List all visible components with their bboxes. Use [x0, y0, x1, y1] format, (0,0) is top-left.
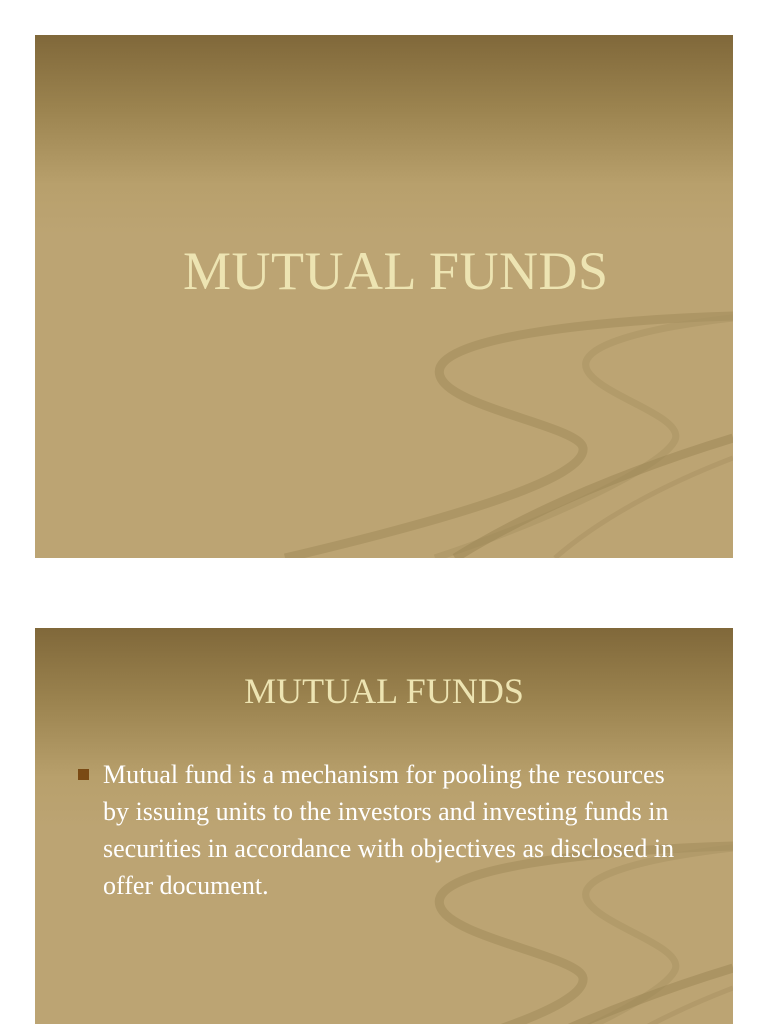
content-slide — [35, 628, 733, 1024]
slide-title: MUTUAL FUNDS — [183, 241, 609, 301]
square-bullet-icon — [78, 769, 89, 780]
swoosh-decoration — [35, 298, 733, 558]
bullet-item — [78, 756, 678, 904]
slide-title: MUTUAL FUNDS — [244, 671, 524, 711]
title-slide — [35, 35, 733, 558]
bullet-text: Mutual fund is a mechanism for pooling the resources by issuing units to the investors and investing funds in securities in accordance with objectives as disclosed in offer document. — [103, 760, 675, 900]
